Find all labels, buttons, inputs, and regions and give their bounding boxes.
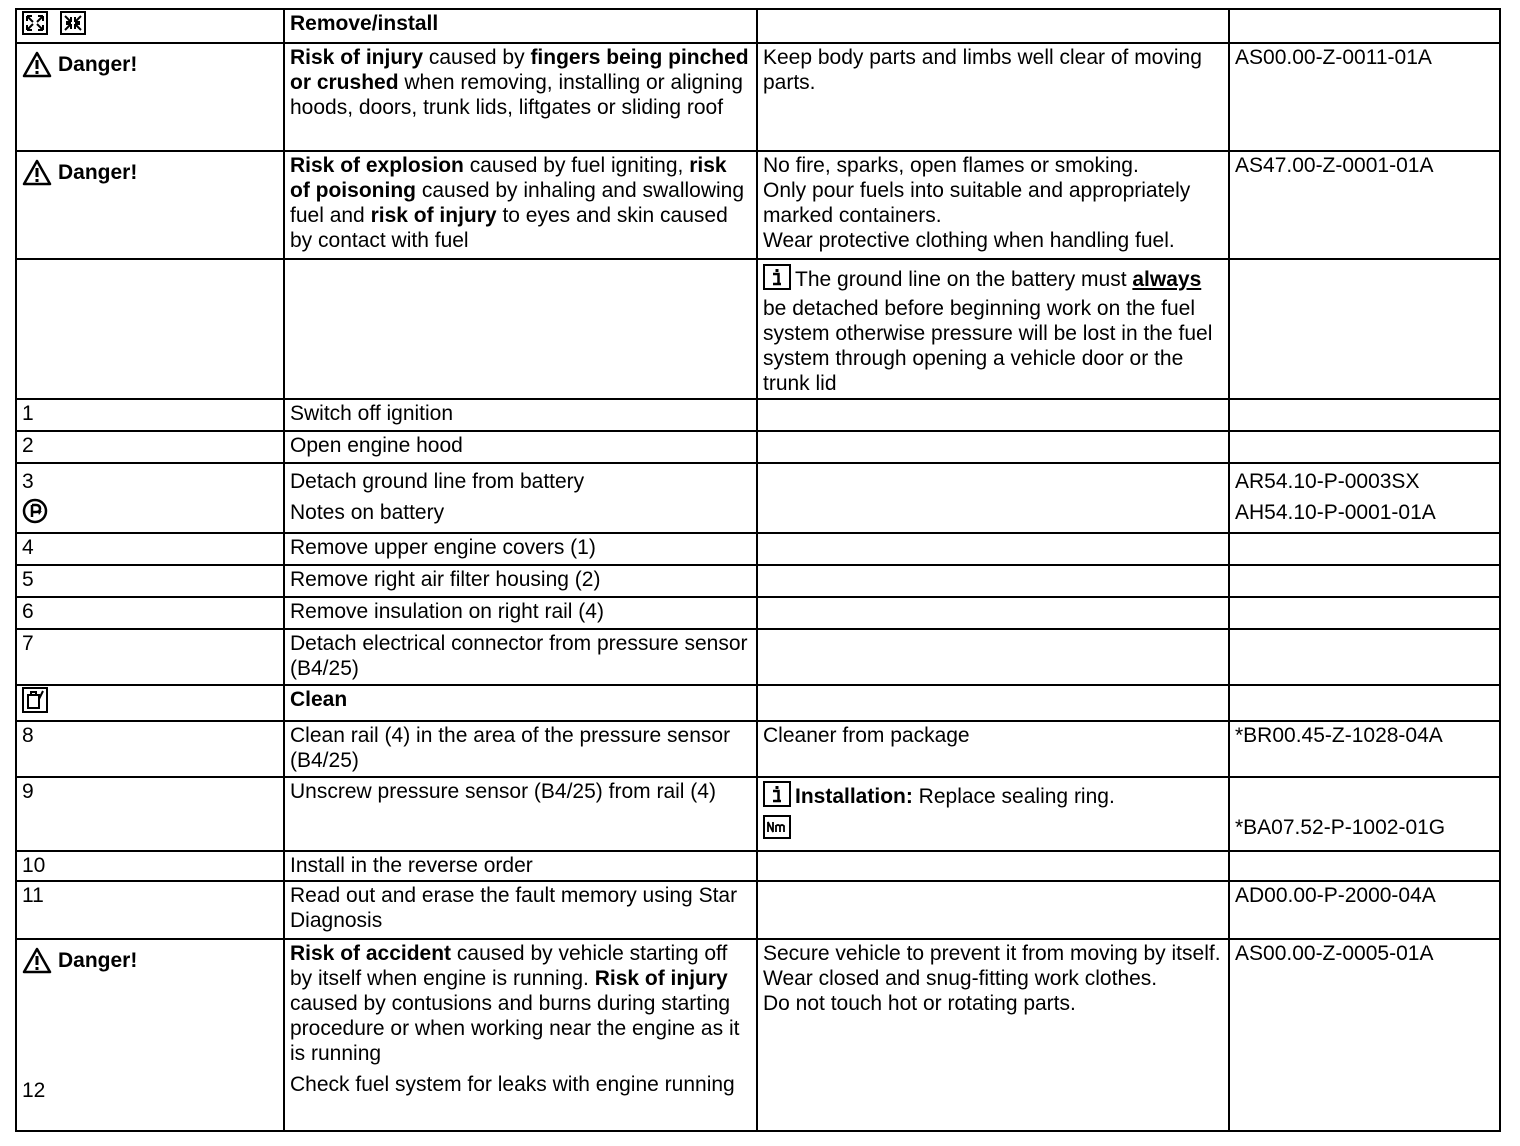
step-text: Switch off ignition <box>290 402 454 425</box>
section-title: Remove/install <box>290 12 439 35</box>
cell <box>16 721 284 777</box>
ref-text: AS47.00-Z-0001-01A <box>1235 154 1434 177</box>
step-number: 6 <box>22 600 34 623</box>
measure-text: Keep body parts and limbs well clear of moving parts. <box>763 46 1202 94</box>
cell <box>757 629 1229 685</box>
cell <box>757 597 1229 629</box>
cell <box>284 151 757 259</box>
install-icon <box>60 11 86 41</box>
ref-text: AS00.00-Z-0005-01A <box>1235 942 1434 965</box>
table-row <box>16 629 1500 685</box>
cell <box>284 431 757 463</box>
danger-label <box>22 159 137 186</box>
cell <box>1229 939 1500 1131</box>
install-text: Replace sealing ring. <box>912 785 1115 808</box>
danger-label <box>22 51 137 78</box>
cell <box>1229 721 1500 777</box>
risk-desc: when removing, installing or aligning hoods, doors, trunk lids, liftgates or sliding roof <box>290 71 743 119</box>
cell <box>16 851 284 881</box>
step-number: 11 <box>22 884 44 907</box>
cell <box>16 565 284 597</box>
cell <box>757 939 1229 1131</box>
cell <box>284 565 757 597</box>
table-row <box>16 881 1500 939</box>
cell <box>16 9 284 43</box>
measure-text: Only pour fuels into suitable and appropriately marked containers. <box>763 179 1191 227</box>
step-text: Remove insulation on right rail (4) <box>290 600 604 623</box>
risk-desc: to eyes and skin caused by contact with fuel <box>290 204 728 252</box>
remove-icon <box>22 11 48 41</box>
cell <box>16 777 284 851</box>
cell <box>284 939 757 1131</box>
cell <box>16 685 284 721</box>
measure-text: No fire, sparks, open flames or smoking. <box>763 154 1139 177</box>
step-text: Clean rail (4) in the area of the pressure sensor (B4/25) <box>290 724 731 772</box>
table-row <box>16 597 1500 629</box>
cell <box>16 399 284 431</box>
risk-desc: caused by contusions and burns during starting procedure or when working near the engine as it is running <box>290 992 740 1065</box>
risk-text: risk of poisoning <box>290 154 727 202</box>
step-text: Detach electrical connector from pressure sensor (B4/25) <box>290 632 748 680</box>
cell <box>284 463 757 533</box>
measure-text: Do not touch hot or rotating parts. <box>763 992 1076 1015</box>
cell <box>757 9 1229 43</box>
cell <box>757 463 1229 533</box>
table-row <box>16 463 1500 533</box>
step-number: 3 <box>22 470 34 493</box>
cell <box>1229 9 1500 43</box>
ref-text: AR54.10-P-0003SX <box>1235 470 1420 493</box>
cell <box>1229 533 1500 565</box>
cell <box>16 431 284 463</box>
cell <box>757 685 1229 721</box>
cell <box>757 777 1229 851</box>
cell <box>284 629 757 685</box>
table-row <box>16 851 1500 881</box>
risk-text: fingers being pinched or crushed <box>290 46 749 94</box>
risk-desc: caused by inhaling and swallowing fuel and <box>290 179 745 227</box>
clean-icon <box>22 687 48 719</box>
work-instruction-table <box>15 8 1501 1132</box>
step-text: Check fuel system for leaks with engine running <box>290 1073 735 1096</box>
cell <box>284 721 757 777</box>
cell <box>16 151 284 259</box>
step-text: Read out and erase the fault memory using Star Diagnosis <box>290 884 738 932</box>
step-number: 5 <box>22 568 34 591</box>
cell <box>757 881 1229 939</box>
risk-text: Risk of injury <box>290 46 424 69</box>
cell <box>16 533 284 565</box>
cell <box>1229 851 1500 881</box>
cell <box>16 43 284 151</box>
cell <box>1229 777 1500 851</box>
cell <box>1229 565 1500 597</box>
table-row <box>16 9 1500 43</box>
step-text: Detach ground line from battery <box>290 470 585 493</box>
cell <box>757 43 1229 151</box>
ref-text: *BA07.52-P-1002-01G <box>1235 816 1446 839</box>
cell <box>757 399 1229 431</box>
cell <box>757 431 1229 463</box>
step-number: 8 <box>22 724 34 747</box>
table-row <box>16 721 1500 777</box>
torque-icon <box>763 815 1223 845</box>
cell <box>757 533 1229 565</box>
step-number: 10 <box>22 854 46 877</box>
step-text: Remove right air filter housing (2) <box>290 568 601 591</box>
step-number: 12 <box>22 1079 46 1102</box>
table-row <box>16 533 1500 565</box>
table-row <box>16 565 1500 597</box>
risk-desc: caused by fuel igniting, <box>463 154 690 177</box>
step-number: 4 <box>22 536 34 559</box>
measure-text: Wear closed and snug-fitting work clothes. <box>763 967 1158 990</box>
cell <box>284 685 757 721</box>
cell <box>284 259 757 399</box>
measure-text: Wear protective clothing when handling fuel. <box>763 229 1175 252</box>
info-icon <box>763 264 791 296</box>
step-text: Unscrew pressure sensor (B4/25) from rail (4) <box>290 780 716 803</box>
cell <box>757 721 1229 777</box>
table-row <box>16 431 1500 463</box>
step-text: Notes on battery <box>290 501 445 524</box>
table-row <box>16 939 1500 1131</box>
step-text: Open engine hood <box>290 434 463 457</box>
table-row <box>16 43 1500 151</box>
cell <box>16 259 284 399</box>
install-label: Installation: <box>795 785 913 808</box>
cell <box>284 881 757 939</box>
ref-text: AD00.00-P-2000-04A <box>1235 884 1436 907</box>
note-text: The ground line on the battery must <box>795 268 1133 291</box>
cell <box>1229 597 1500 629</box>
risk-desc: caused by vehicle starting off by itself when engine is running. <box>290 942 728 990</box>
step-text: Install in the reverse order <box>290 854 533 877</box>
table-row <box>16 685 1500 721</box>
cell <box>1229 259 1500 399</box>
info-icon <box>763 781 791 813</box>
cell <box>284 777 757 851</box>
note-text: be detached before beginning work on the fuel system otherwise pressure will be lost in the fuel system through opening a vehicle door or the trunk lid <box>763 297 1213 395</box>
table-row <box>16 399 1500 431</box>
cell <box>757 259 1229 399</box>
table-row <box>16 151 1500 259</box>
note-emphasis: always <box>1132 268 1202 291</box>
table-row <box>16 777 1500 851</box>
cell <box>1229 629 1500 685</box>
step-number: 1 <box>22 402 34 425</box>
cell <box>1229 431 1500 463</box>
cell <box>757 151 1229 259</box>
cell <box>1229 881 1500 939</box>
danger-text: Danger! <box>58 949 138 972</box>
notes-icon <box>22 498 278 530</box>
cell <box>1229 685 1500 721</box>
risk-text: Risk of accident <box>290 942 452 965</box>
step-number: 2 <box>22 434 34 457</box>
step-text: Remove upper engine covers (1) <box>290 536 596 559</box>
cell <box>284 533 757 565</box>
cell <box>1229 43 1500 151</box>
cell <box>284 399 757 431</box>
cell <box>1229 463 1500 533</box>
cell <box>16 939 284 1131</box>
cell <box>1229 399 1500 431</box>
cell <box>284 851 757 881</box>
danger-text: Danger! <box>58 161 138 184</box>
cell <box>16 463 284 533</box>
danger-text: Danger! <box>58 53 138 76</box>
ref-text: AS00.00-Z-0011-01A <box>1235 46 1432 69</box>
cell <box>284 597 757 629</box>
risk-text: Risk of injury <box>594 967 728 990</box>
cell <box>284 43 757 151</box>
ref-text: AH54.10-P-0001-01A <box>1235 501 1436 524</box>
danger-label <box>22 947 137 974</box>
cell <box>757 565 1229 597</box>
cell <box>16 629 284 685</box>
cell <box>16 597 284 629</box>
ref-text: *BR00.45-Z-1028-04A <box>1235 724 1443 747</box>
warning-triangle-icon <box>22 51 52 78</box>
measure-text: Cleaner from package <box>763 724 970 747</box>
cell <box>16 881 284 939</box>
section-title: Clean <box>290 688 348 711</box>
warning-triangle-icon <box>22 159 52 186</box>
risk-text: Risk of explosion <box>290 154 464 177</box>
cell <box>1229 151 1500 259</box>
cell <box>757 851 1229 881</box>
step-number: 9 <box>22 780 34 803</box>
risk-text: risk of injury <box>370 204 497 227</box>
step-number: 7 <box>22 632 34 655</box>
table-row <box>16 259 1500 399</box>
measure-text: Secure vehicle to prevent it from moving by itself. <box>763 942 1221 965</box>
risk-desc: caused by <box>423 46 531 69</box>
warning-triangle-icon <box>22 947 52 974</box>
cell <box>284 9 757 43</box>
